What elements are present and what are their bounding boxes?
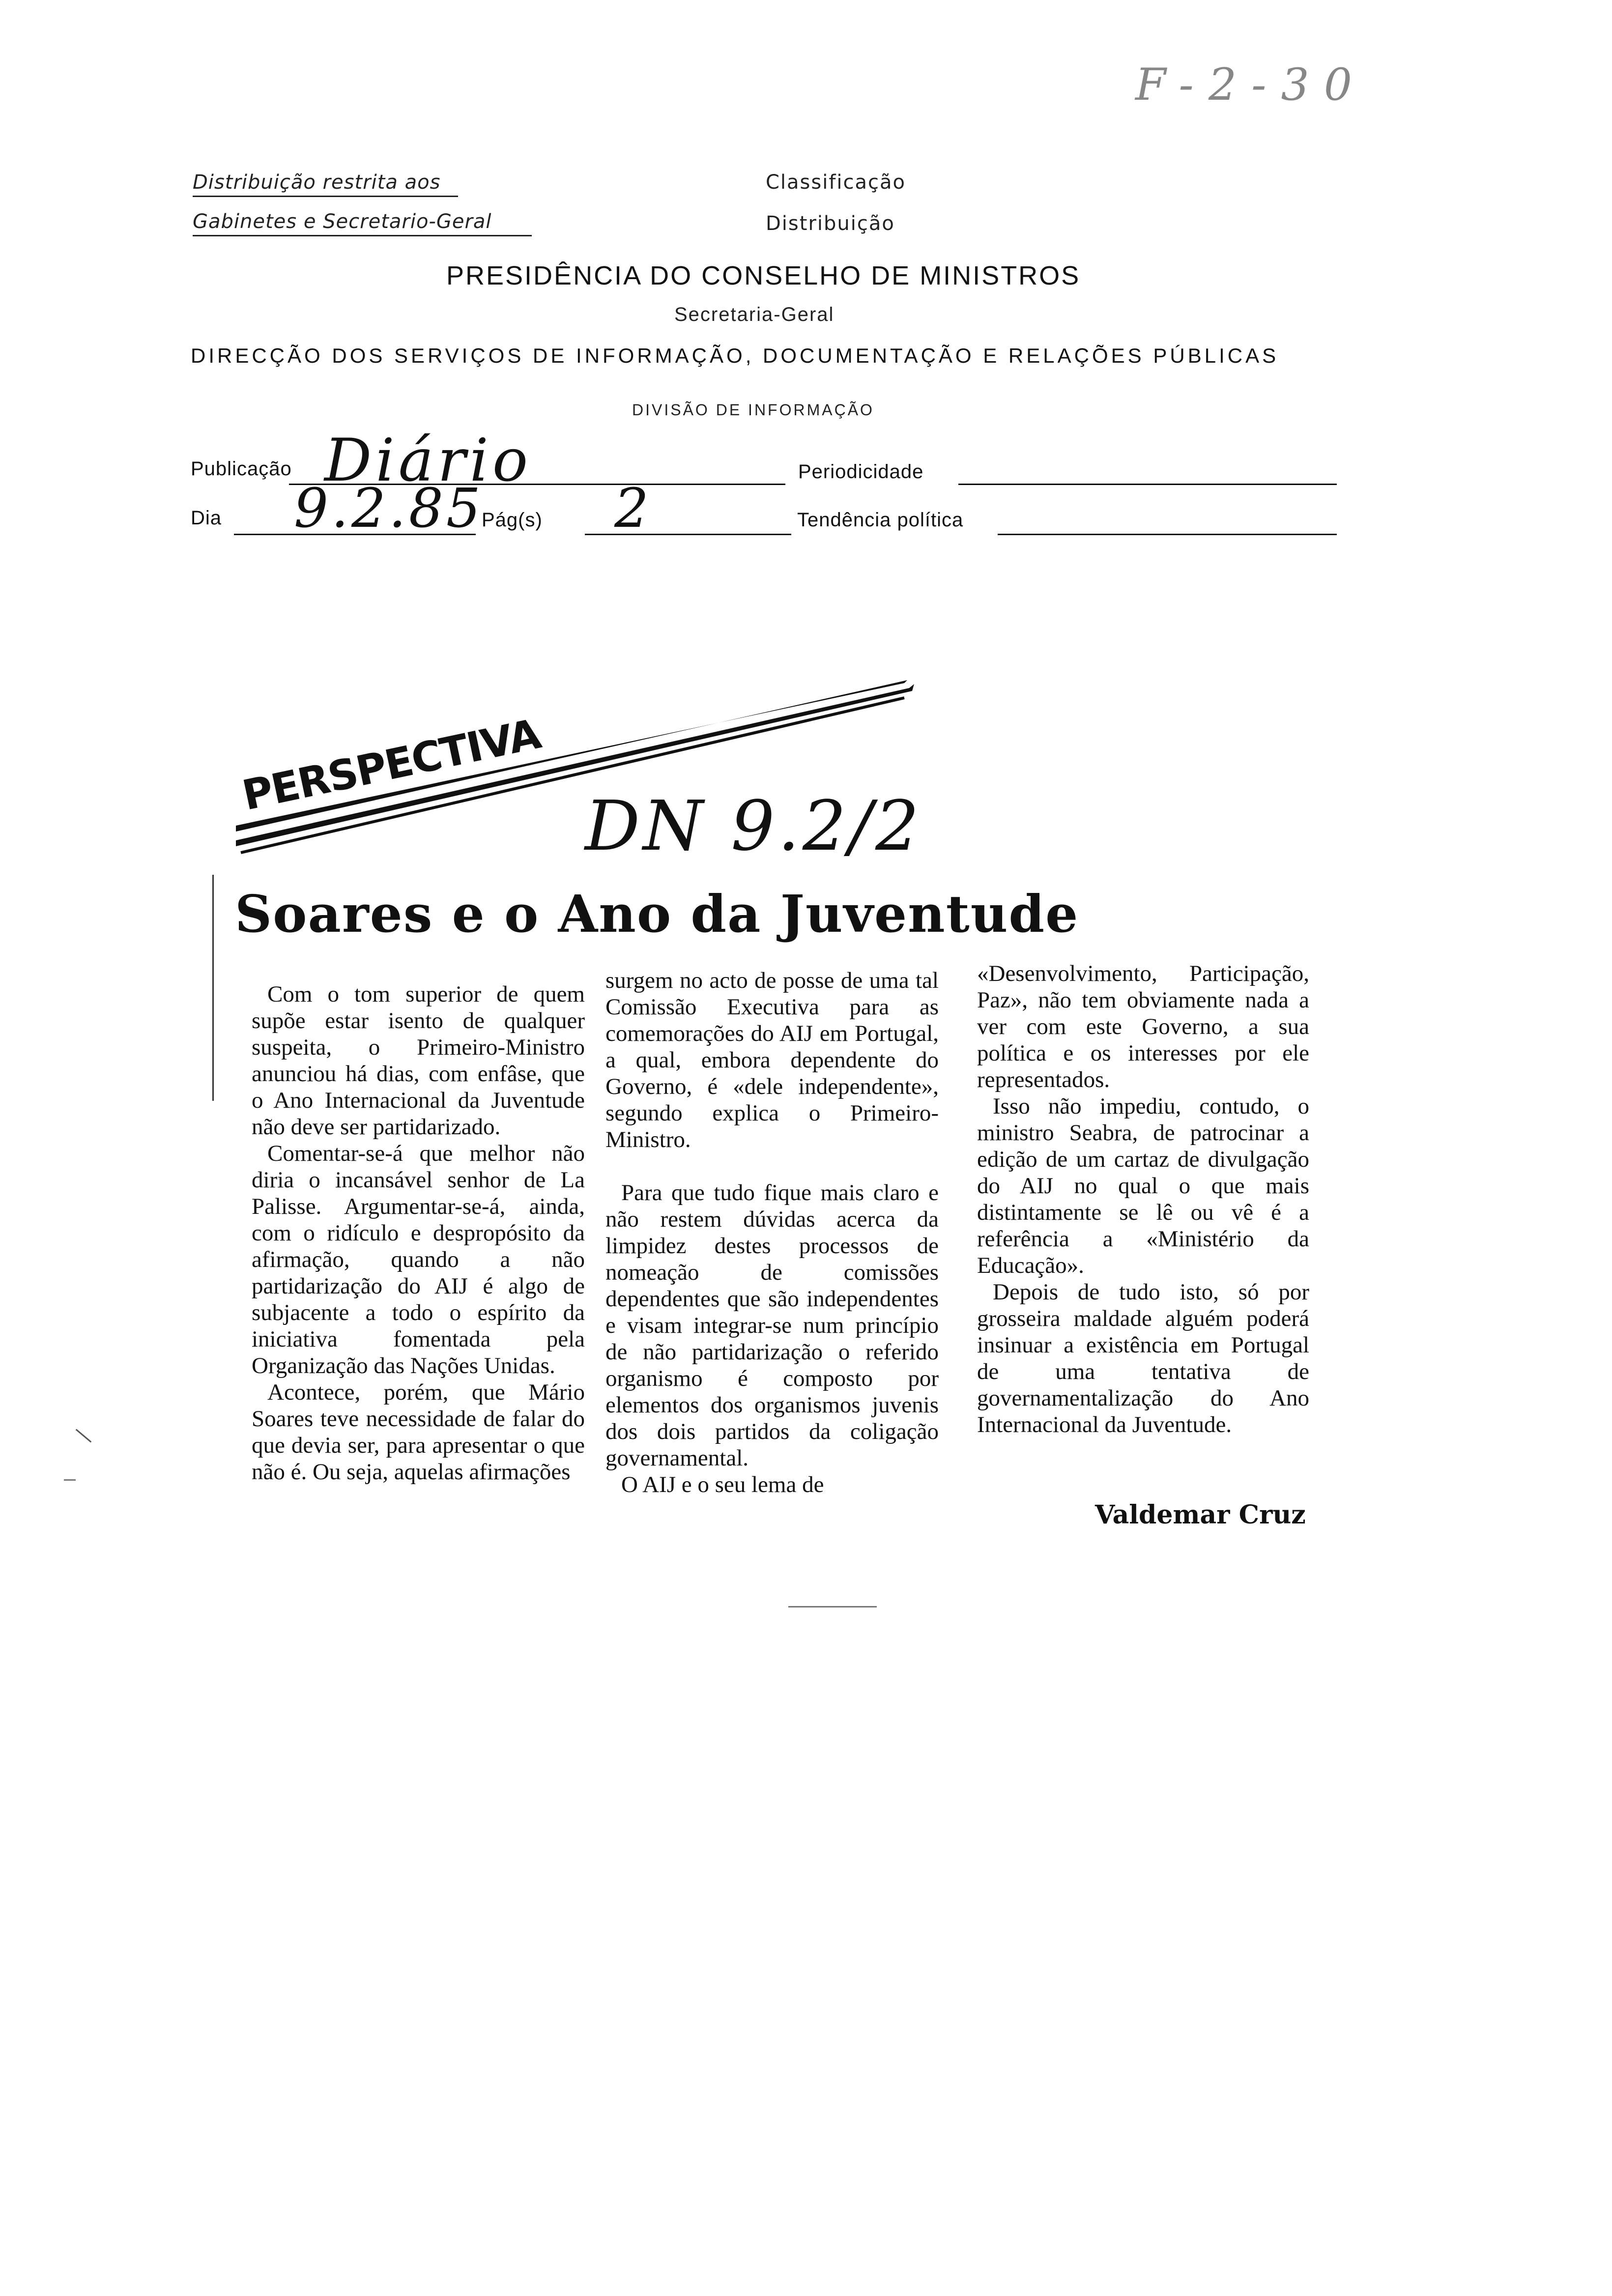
corner-handwritten-mark: F-2-30: [1135, 59, 1367, 111]
col2-paragraph-2: Para que tudo fique mais claro e não restem dúvidas acerca da limpidez destes processos de nomeação de comissões dependentes que são independentes e visam integrar-se num princípio de não partidarização o referido organismo é composto por elementos dos organismos juvenis dos dois partidos da coligação governamental.: [605, 1180, 939, 1471]
periodicidade-label: Periodicidade: [798, 461, 924, 483]
article-headline: Soares e o Ano da Juventude: [235, 884, 1079, 944]
pags-handwritten-value: 2: [614, 477, 649, 540]
handwritten-reference: DN 9.2/2: [585, 786, 922, 866]
tendencia-underline: [998, 534, 1337, 535]
dia-handwritten-value: 9.2.85: [294, 477, 484, 540]
col3-paragraph-2: Isso não impediu, contudo, o ministro Seabra, de patrocinar a edição de um cartaz de divulgação do AIJ no qual o que mais distintamente se lê ou vê é a referência a «Ministério da Educação».: [977, 1093, 1309, 1278]
col2-paragraph-3: O AIJ e o seu lema de: [621, 1472, 824, 1497]
classification-label: Classificação: [766, 171, 906, 194]
distribution-label: Distribuição: [766, 212, 895, 235]
end-separator: [788, 1606, 877, 1607]
dia-label: Dia: [191, 507, 222, 529]
col1-paragraph-3: Acontece, porém, que Mário Soares teve necessidade de falar do que devia ser, para apresentar o que não é. Ou seja, aquelas afirmações: [252, 1379, 585, 1485]
col1-paragraph-2: Comentar-se-á que melhor não diria o incansável senhor de La Palisse. Argumentar-se-á, ainda, com o ridículo e despropósito da afirmação, quando a não partidarização do AIJ é algo de subjacente a todo o espírito da iniciativa fomentada pela Organização das Nações Unidas.: [252, 1141, 585, 1378]
periodicidade-underline: [958, 484, 1337, 485]
col2-paragraph-1: surgem no acto de posse de uma tal Comissão Executiva para as comemorações do AIJ em Portugal, a qual, embora dependente do Governo, é «dele independente», segundo explica o Primeiro-Ministro.: [605, 968, 939, 1152]
publicacao-label: Publicação: [191, 458, 292, 480]
organization-title: PRESIDÊNCIA DO CONSELHO DE MINISTROS: [446, 261, 1081, 290]
scan-mark-left: [76, 1429, 92, 1442]
section-label-perspectiva: PERSPECTIVA: [238, 710, 545, 820]
restricted-distribution-line1: Distribuição restrita aos: [193, 171, 441, 194]
organization-subtitle: Secretaria-Geral: [674, 304, 835, 325]
article-author: Valdemar Cruz: [1095, 1500, 1306, 1530]
division-line: DIVISÃO DE INFORMAÇÃO: [632, 401, 874, 419]
left-margin-rule: [212, 875, 214, 1101]
col3-paragraph-3: Depois de tudo isto, só por grosseira maldade alguém poderá insinuar a existência em Portugal de uma tentativa de governamentalização do Ano Internacional da Juventude.: [977, 1279, 1309, 1437]
article-column-3: [977, 960, 1309, 1438]
tendencia-label: Tendência política: [797, 509, 964, 531]
restricted-distribution-line2: Gabinetes e Secretario-Geral: [193, 210, 492, 233]
scan-mark-left-2: [64, 1479, 76, 1481]
direction-line: DIRECÇÃO DOS SERVIÇOS DE INFORMAÇÃO, DOCUMENTAÇÃO E RELAÇÕES PÚBLICAS: [191, 344, 1279, 367]
publicacao-handwritten-value: Diário: [324, 427, 532, 495]
col3-paragraph-1: «Desenvolvimento, Participação, Paz», não tem obviamente nada a ver com este Governo, a sua política e os interesses por ele representados.: [977, 961, 1309, 1092]
article-column-1: [252, 981, 585, 1485]
pags-label: Pág(s): [482, 509, 543, 531]
col1-paragraph-1: Com o tom superior de quem supõe estar isento de qualquer suspeita, o Primeiro-Ministro anunciou há dias, com enfâse, que o Ano Internacional da Juventude não deve ser partidarizado.: [252, 981, 585, 1140]
article-column-2: [605, 967, 939, 1498]
restricted-underline-1: [193, 196, 458, 197]
restricted-underline-2: [193, 235, 532, 236]
